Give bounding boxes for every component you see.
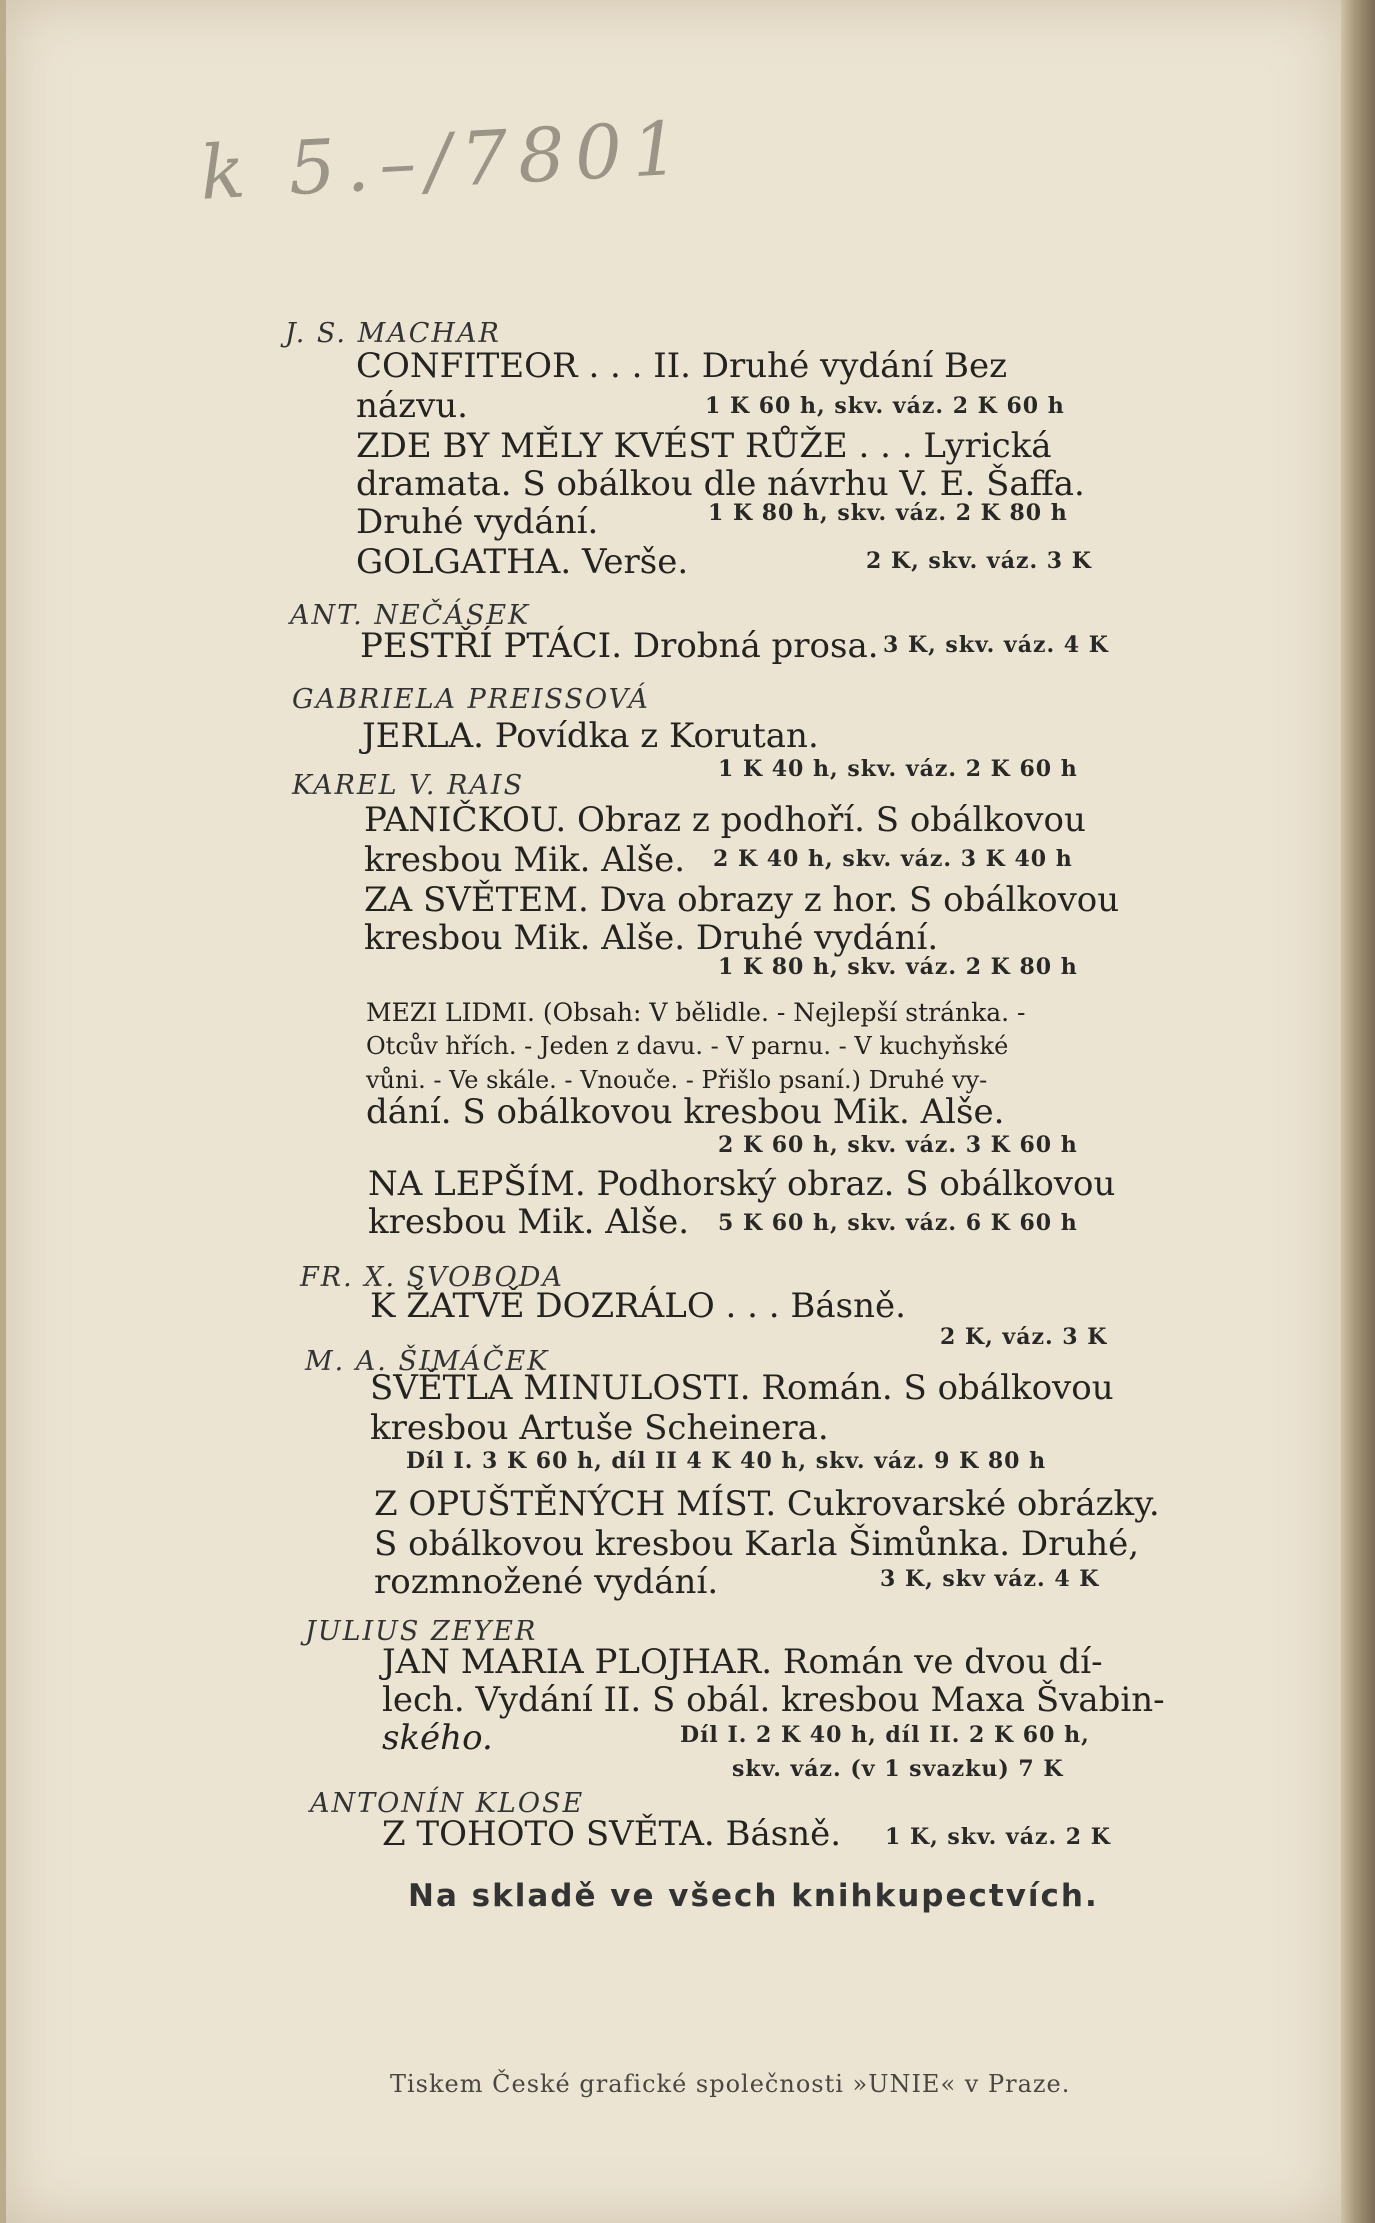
entry-opust-price: 3 K, skv váz. 4 K	[880, 1566, 1100, 1592]
entry-confiteor-line2: názvu.	[356, 386, 468, 426]
entry-opust-line3: rozmnožené vydání.	[374, 1562, 719, 1602]
availability-note: Na skladě ve všech knihkupectvích.	[408, 1878, 1099, 1914]
entry-panickou-price: 2 K 40 h, skv. váz. 3 K 40 h	[713, 846, 1073, 872]
entry-golgatha: GOLGATHA. Verše.	[356, 542, 689, 582]
author-zeyer: JULIUS ZEYER	[305, 1616, 538, 1647]
author-preissova: GABRIELA PREISSOVÁ	[292, 684, 650, 715]
entry-opust-line2: S obálkovou kresbou Karla Šimůnka. Druhé,	[374, 1524, 1140, 1564]
printer-imprint: Tiskem České grafické společnosti »UNIE« v Praze.	[390, 2070, 1071, 2098]
entry-ruze-line3: Druhé vydání.	[356, 502, 599, 542]
entry-mezi-line3: vůni. - Ve skále. - Vnouče. - Přišlo psaní.) Druhé vy-	[366, 1066, 988, 1094]
entry-svetla-line1: SVĚTLA MINULOSTI. Román. S obálkovou	[370, 1368, 1114, 1408]
entry-opust-line1: Z OPUŠTĚNÝCH MÍST. Cukrovarské obrázky.	[374, 1484, 1160, 1524]
entry-panickou-line1: PANIČKOU. Obraz z podhoří. S obálkovou	[364, 800, 1086, 840]
entry-zasvetem-line2: kresbou Mik. Alše. Druhé vydání.	[364, 918, 939, 958]
entry-ptaci: PESTŘÍ PTÁCI. Drobná prosa.	[360, 626, 879, 666]
entry-mezi-line4: dání. S obálkovou kresbou Mik. Alše.	[366, 1092, 1005, 1132]
entry-lepsim-price: 5 K 60 h, skv. váz. 6 K 60 h	[718, 1210, 1078, 1236]
handwritten-shelf-mark: k 5.–/7801	[198, 105, 692, 217]
entry-tohoto: Z TOHOTO SVĚTA. Básně.	[382, 1814, 842, 1854]
author-simacek: M. A. ŠIMÁČEK	[305, 1346, 550, 1377]
entry-panickou-line2: kresbou Mik. Alše.	[364, 840, 686, 880]
entry-jerla: JERLA. Povídka z Korutan.	[362, 716, 819, 756]
entry-confiteor-line1: CONFITEOR . . . II. Druhé vydání Bez	[356, 346, 1008, 386]
entry-mezi-price: 2 K 60 h, skv. váz. 3 K 60 h	[718, 1132, 1078, 1158]
entry-zatve-price: 2 K, váz. 3 K	[940, 1324, 1108, 1350]
entry-ruze-price: 1 K 80 h, skv. váz. 2 K 80 h	[708, 500, 1068, 526]
entry-zasvetem-price: 1 K 80 h, skv. váz. 2 K 80 h	[718, 954, 1078, 980]
author-necasek: ANT. NEČÁSEK	[290, 600, 531, 631]
entry-ruze-line1: ZDE BY MĚLY KVÉST RŮŽE . . . Lyrická	[356, 426, 1052, 466]
entry-plojhar-line2: lech. Vydání II. S obál. kresbou Maxa Švabin-	[382, 1680, 1165, 1720]
entry-zatve: K ŽATVĚ DOZRÁLO . . . Básně.	[370, 1286, 906, 1326]
entry-plojhar-price-2: skv. váz. (v 1 svazku) 7 K	[732, 1756, 1064, 1782]
entry-confiteor-price: 1 K 60 h, skv. váz. 2 K 60 h	[705, 393, 1065, 419]
entry-lepsim-line2: kresbou Mik. Alše.	[368, 1202, 690, 1242]
entry-golgatha-price: 2 K, skv. váz. 3 K	[866, 548, 1092, 574]
entry-mezi-line1: MEZI LIDMI. (Obsah: V bělidle. - Nejlepší stránka. -	[366, 998, 1026, 1027]
author-rais: KAREL V. RAIS	[292, 770, 525, 801]
author-svoboda: FR. X. SVOBODA	[300, 1262, 564, 1293]
author-machar: J. S. MACHAR	[285, 318, 501, 349]
entry-jerla-price: 1 K 40 h, skv. váz. 2 K 60 h	[718, 756, 1078, 782]
entry-svetla-price: Díl I. 3 K 60 h, díl II 4 K 40 h, skv. váz. 9 K 80 h	[406, 1448, 1047, 1474]
page-edge	[1341, 0, 1375, 2223]
entry-tohoto-price: 1 K, skv. váz. 2 K	[885, 1824, 1111, 1850]
entry-ruze-line2: dramata. S obálkou dle návrhu V. E. Šaffa.	[356, 464, 1085, 504]
entry-plojhar-price-1: Díl I. 2 K 40 h, díl II. 2 K 60 h,	[680, 1722, 1090, 1748]
entry-mezi-line2: Otcův hřích. - Jeden z davu. - V parnu. - V kuchyňské	[366, 1032, 1009, 1060]
entry-ptaci-price: 3 K, skv. váz. 4 K	[883, 632, 1109, 658]
entry-lepsim-line1: NA LEPŠÍM. Podhorský obraz. S obálkovou	[368, 1164, 1116, 1204]
entry-zasvetem-line1: ZA SVĚTEM. Dva obrazy z hor. S obálkovou	[364, 880, 1120, 920]
entry-plojhar-line3: ského.	[382, 1718, 493, 1758]
entry-svetla-line2: kresbou Artuše Scheinera.	[370, 1408, 829, 1448]
entry-plojhar-line1: JAN MARIA PLOJHAR. Román ve dvou dí-	[382, 1642, 1103, 1682]
author-klose: ANTONÍN KLOSE	[310, 1788, 585, 1819]
